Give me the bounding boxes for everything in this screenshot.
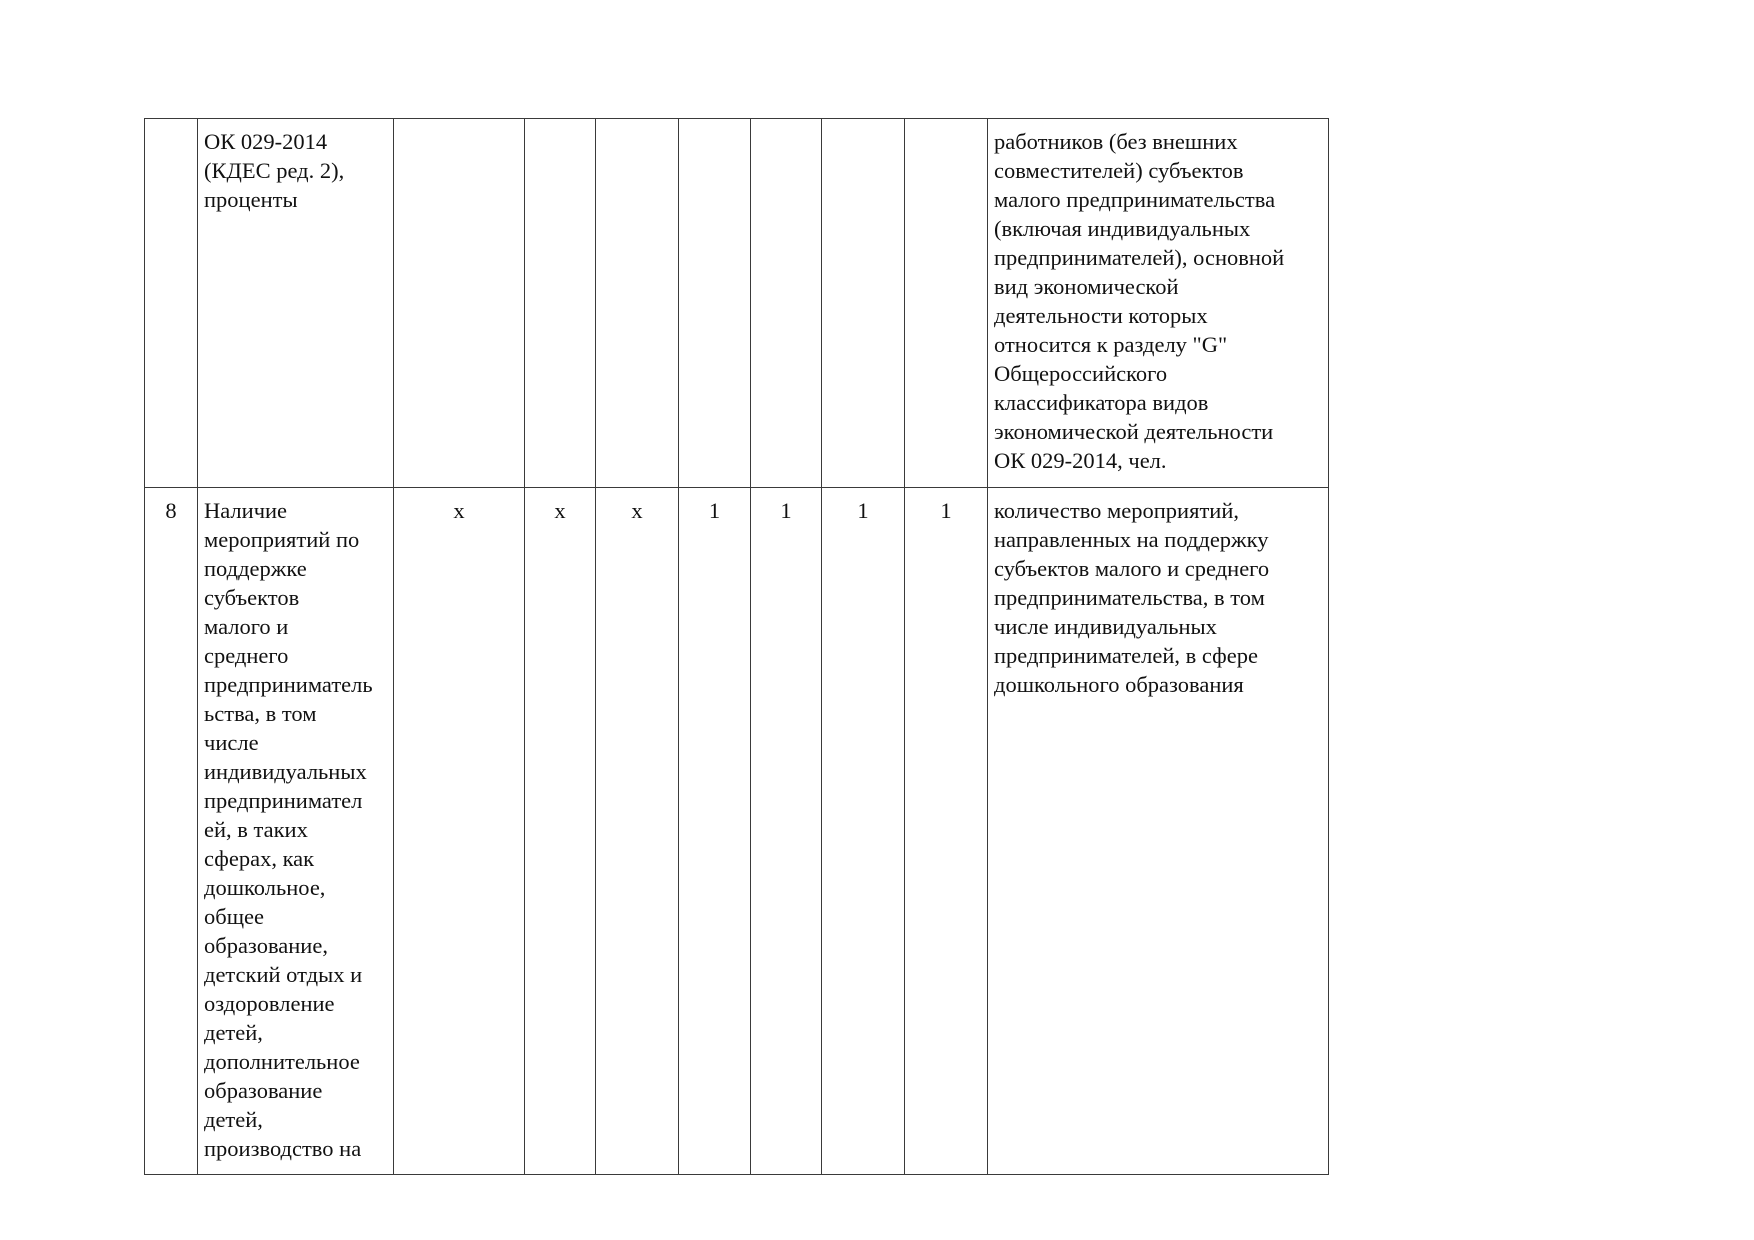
- text-line: поддержке: [204, 556, 307, 581]
- text-line: образование,: [204, 933, 328, 958]
- description-cell: [988, 119, 1329, 488]
- text-line: числе индивидуальных: [994, 614, 1217, 639]
- text-line: малого предпринимательства: [994, 187, 1276, 212]
- text-line: образование: [204, 1078, 323, 1103]
- text-line: субъектов: [204, 585, 300, 610]
- text-line: экономической деятельности: [994, 419, 1274, 444]
- text-line: предпринимателей), основной: [994, 245, 1285, 270]
- text-line: проценты: [204, 187, 298, 212]
- value-cell: х: [525, 488, 596, 1175]
- text-line: дополнительное: [204, 1049, 360, 1074]
- value-cell: [679, 119, 751, 488]
- text-line: количество мероприятий,: [994, 498, 1239, 523]
- value-cell: 1: [822, 488, 905, 1175]
- row-number-cell: 8: [145, 488, 198, 1175]
- text-line: предприниматель: [204, 672, 373, 697]
- value-cell: [394, 119, 525, 488]
- table-row: [145, 488, 1329, 1175]
- description-cell: [988, 488, 1329, 1175]
- text-line: Общероссийского: [994, 361, 1168, 386]
- value-cell: х: [394, 488, 525, 1175]
- value-cell: [751, 119, 822, 488]
- text-line: субъектов малого и среднего: [994, 556, 1270, 581]
- text-line: предпринимательства, в том: [994, 585, 1265, 610]
- value-cell: х: [596, 488, 679, 1175]
- value-cell: 1: [751, 488, 822, 1175]
- value-cell: 1: [679, 488, 751, 1175]
- text-line: детский отдых и: [204, 962, 363, 987]
- value-cell: [525, 119, 596, 488]
- row-number-cell: [145, 119, 198, 488]
- text-line: ьства, в том: [204, 701, 317, 726]
- text-line: (КДЕС ред. 2),: [204, 158, 345, 183]
- text-line: предпринимател: [204, 788, 363, 813]
- text-line: ей, в таких: [204, 817, 308, 842]
- text-line: производство на: [204, 1136, 362, 1161]
- indicator-name-cell: [198, 119, 394, 488]
- text-line: относится к разделу "G": [994, 332, 1228, 357]
- indicator-name-cell: [198, 488, 394, 1175]
- value-cell: [822, 119, 905, 488]
- text-line: Наличие: [204, 498, 288, 523]
- text-line: ОК 029-2014: [204, 129, 328, 154]
- value-cell: [596, 119, 679, 488]
- text-line: дошкольное,: [204, 875, 326, 900]
- text-line: детей,: [204, 1107, 263, 1132]
- value-cell: 1: [905, 488, 988, 1175]
- text-line: классификатора видов: [994, 390, 1209, 415]
- text-line: среднего: [204, 643, 289, 668]
- text-line: детей,: [204, 1020, 263, 1045]
- text-line: (включая индивидуальных: [994, 216, 1251, 241]
- text-line: деятельности которых: [994, 303, 1208, 328]
- text-line: работников (без внешних: [994, 129, 1238, 154]
- text-line: индивидуальных: [204, 759, 367, 784]
- table-row: [145, 119, 1329, 488]
- text-line: сферах, как: [204, 846, 315, 871]
- value-cell: [905, 119, 988, 488]
- text-line: дошкольного образования: [994, 672, 1244, 697]
- document-table: [144, 118, 1329, 1175]
- text-line: направленных на поддержку: [994, 527, 1269, 552]
- text-line: мероприятий по: [204, 527, 360, 552]
- text-line: предпринимателей, в сфере: [994, 643, 1258, 668]
- text-line: вид экономической: [994, 274, 1179, 299]
- text-line: ОК 029-2014, чел.: [994, 448, 1167, 473]
- text-line: оздоровление: [204, 991, 335, 1016]
- text-line: общее: [204, 904, 264, 929]
- text-line: малого и: [204, 614, 289, 639]
- text-line: совместителей) субъектов: [994, 158, 1244, 183]
- text-line: числе: [204, 730, 259, 755]
